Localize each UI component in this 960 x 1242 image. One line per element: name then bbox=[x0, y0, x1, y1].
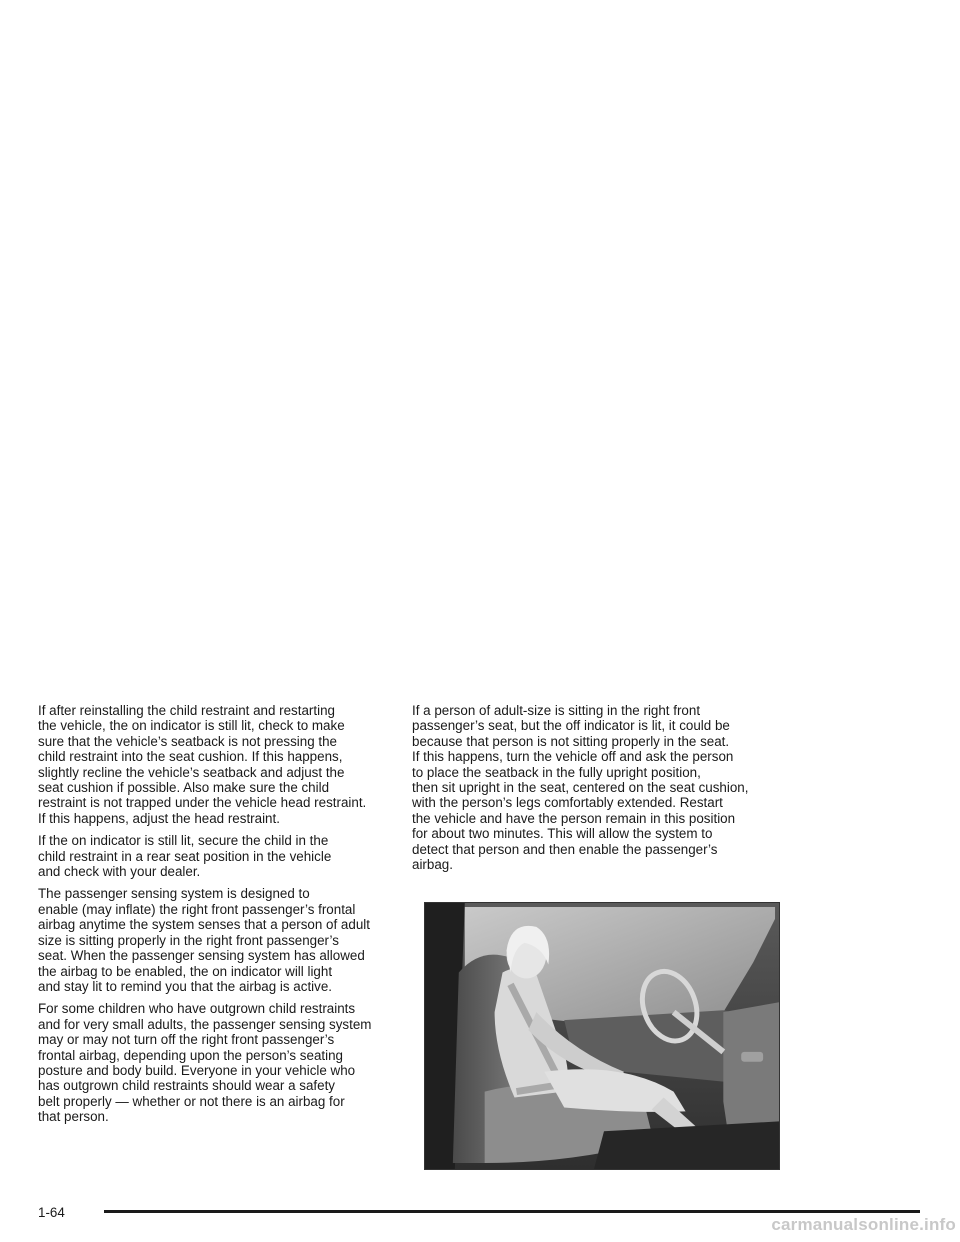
page-number: 1-64 bbox=[38, 1205, 65, 1220]
right-column bbox=[412, 703, 787, 879]
paragraph-small-adults: For some children who have outgrown child restraints and for very small adults, the passenger sensing system may or may not turn off the right front passenger’s frontal airbag, depending upon the person’s seating posture and body build. Everyone in your vehicle who has outgrown child restraints should wear a safety belt properly — whether or not there is an airbag for that person. bbox=[38, 1001, 372, 1125]
paragraph-sensing-system: The passenger sensing system is designed to enable (may inflate) the right front passenger’s frontal airbag anytime the system senses that a person of adult size is sitting properly in the right front passenger’s seat. When the passenger sensing system has allowed the airbag to be enabled, the on indicator will light and stay lit to remind you that the airbag is active. bbox=[38, 886, 370, 994]
door-handle bbox=[741, 1052, 763, 1062]
seated-passenger-illustration bbox=[424, 902, 780, 1170]
passenger-seat-drawing bbox=[425, 903, 779, 1169]
paragraph-adult-size: If a person of adult-size is sitting in the right front passenger’s seat, but the off indicator is lit, it could be because that person is not sitting properly in the seat. If this happens, turn the vehicle off and ask the person to place the seatback in the fully upright position, then sit upright in the seat, centered on the seat cushion, with the person’s legs comfortably extended. Restart the vehicle and have the person remain in this position for about two minutes. This will allow the system to detect that person and then enable the passenger’s airbag. bbox=[412, 703, 749, 873]
left-column bbox=[38, 703, 400, 1132]
footer-rule bbox=[104, 1210, 920, 1213]
paragraph-reinstall: If after reinstalling the child restraint and restarting the vehicle, the on indicator is still lit, check to make sure that the vehicle’s seatback is not pressing the child restraint into the seat cushion. If this happens, slightly recline the vehicle’s seatback and adjust the seat cushion if possible. Also make sure the child restraint is not trapped under the vehicle head restraint. If this happens, adjust the head restraint. bbox=[38, 703, 367, 826]
site-watermark: carmanualsonline.info bbox=[771, 1215, 956, 1234]
paragraph-still-lit: If the on indicator is still lit, secure the child in the child restraint in a rear seat position in the vehicle and check with your dealer. bbox=[38, 833, 332, 880]
